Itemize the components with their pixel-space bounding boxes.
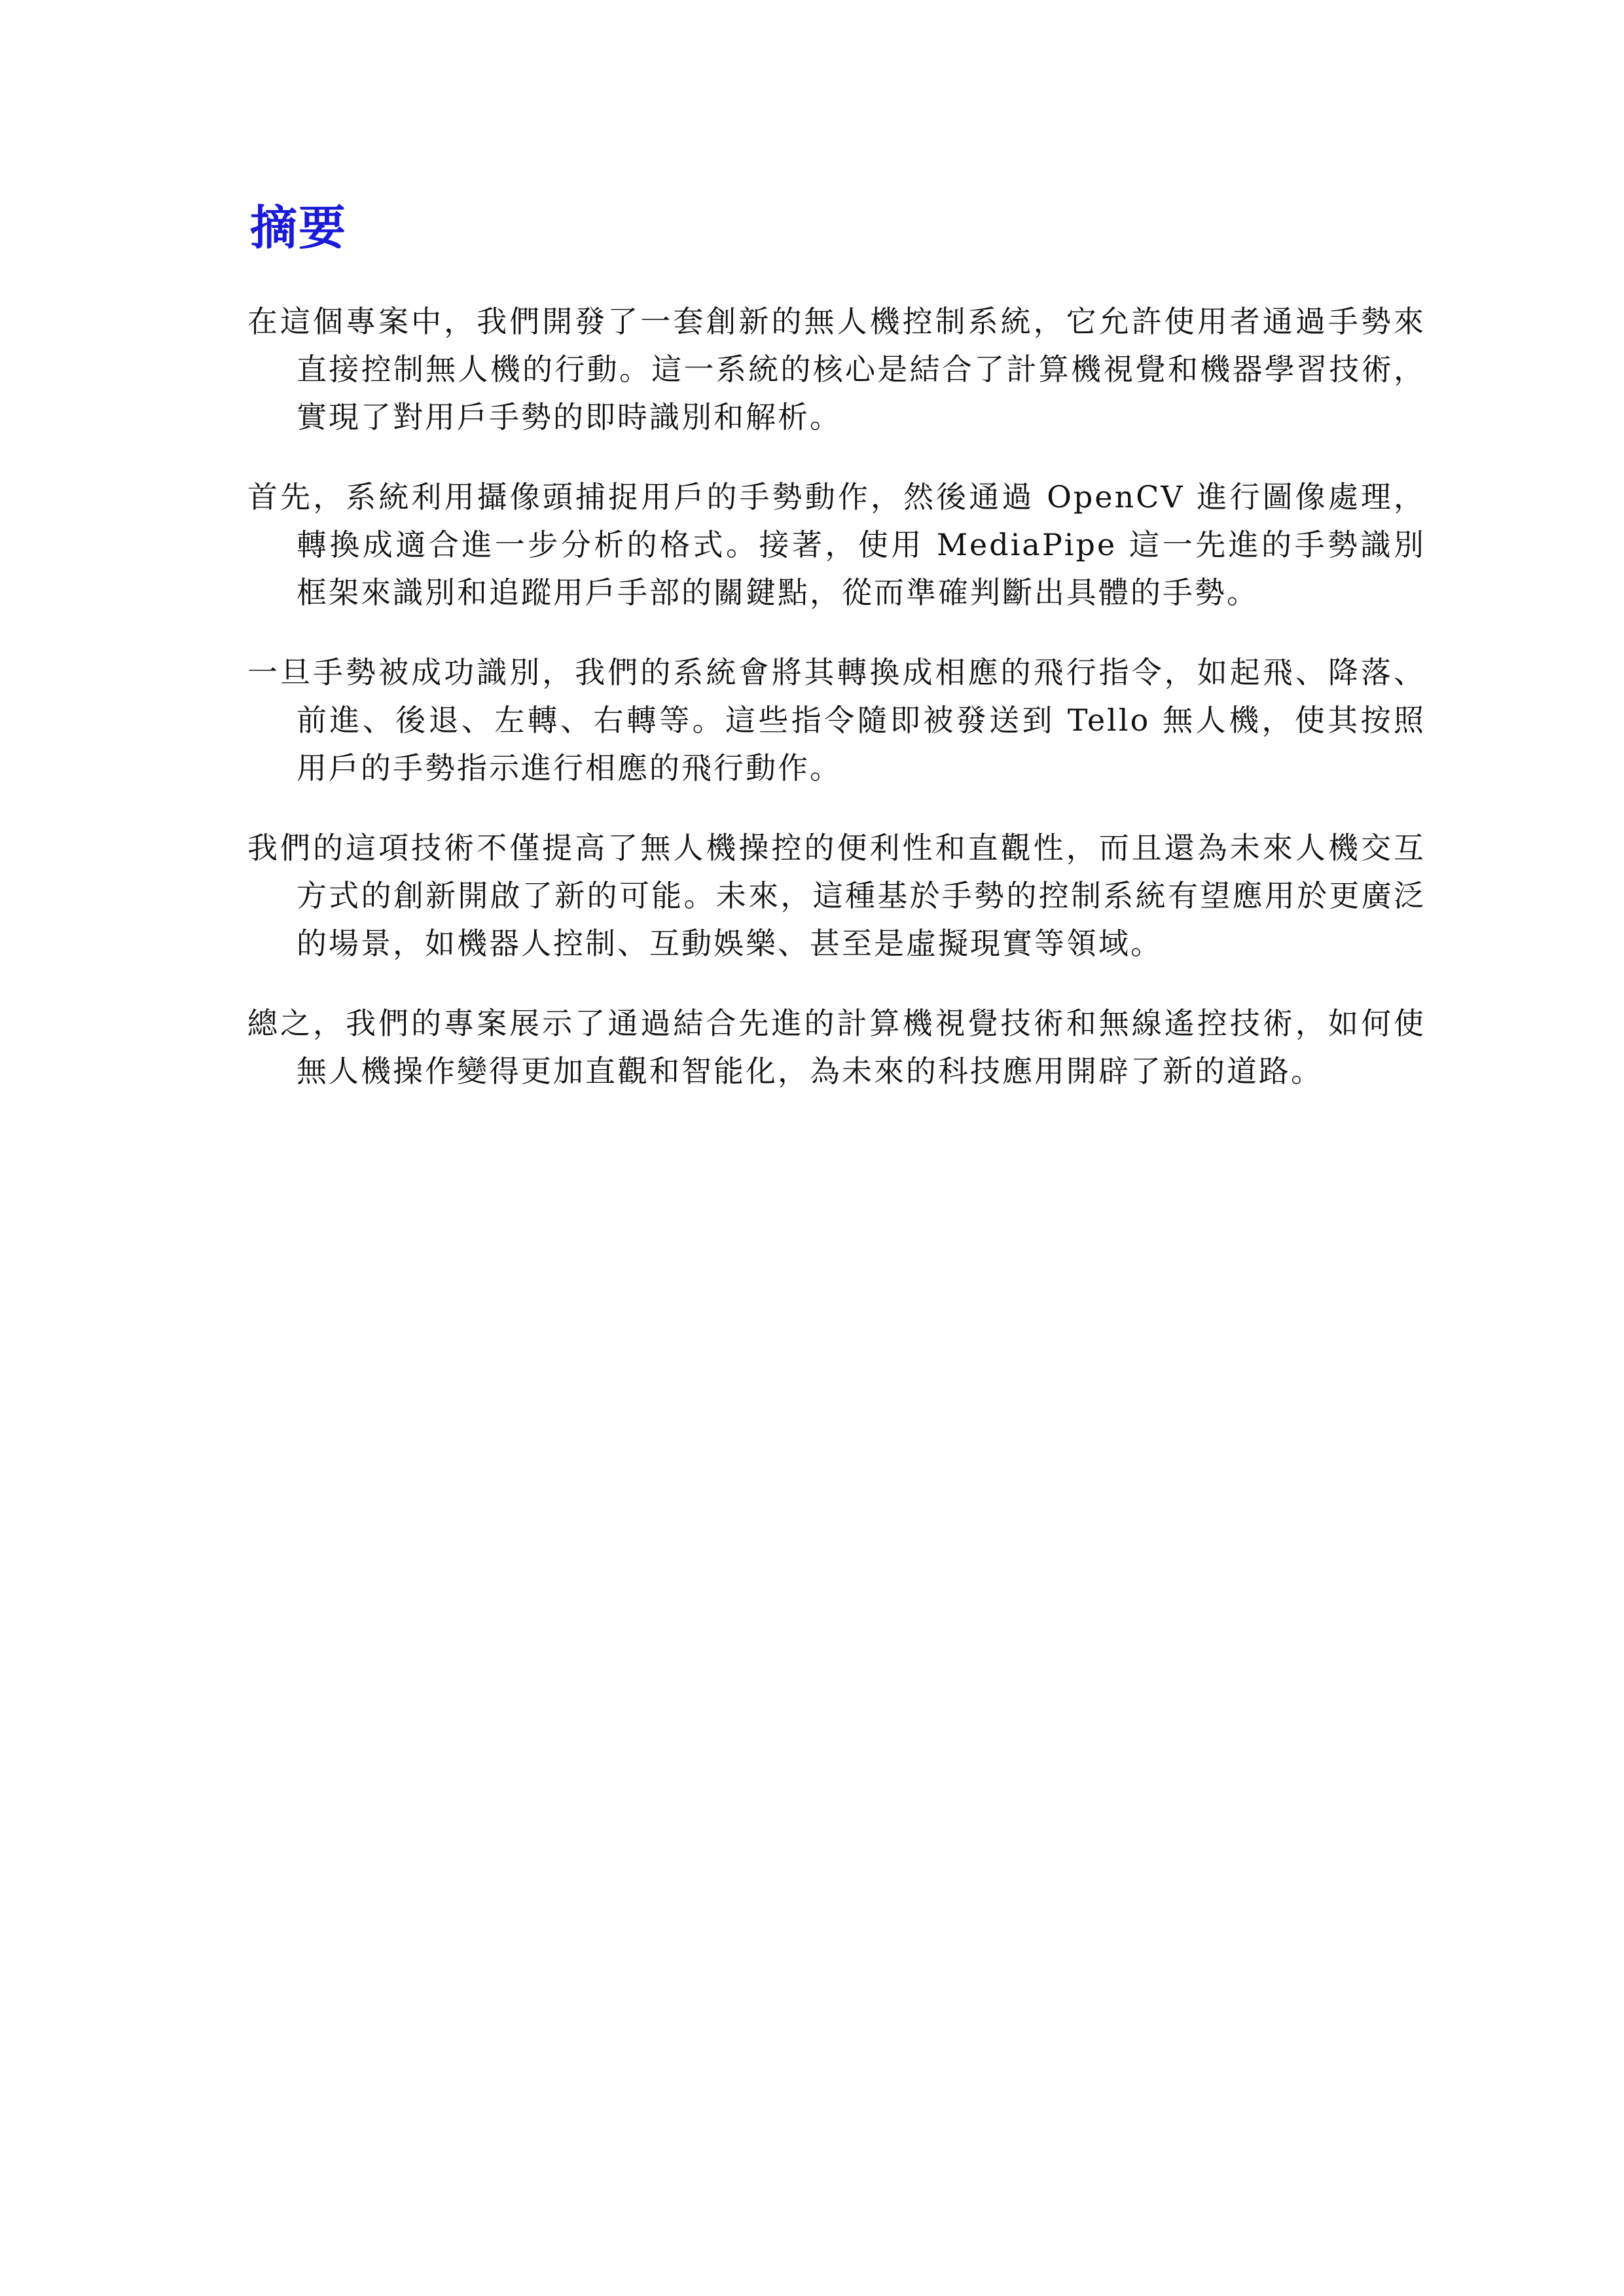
abstract-paragraph-4: 我們的這項技術不僅提高了無人機操控的便利性和直觀性，而且還為未來人機交互方式的創新開啟了新的可能。未來，這種基於手勢的控制系統有望應用於更廣泛的場景，如機器人控制、互動娛樂、甚至是虛擬現實等領域。 xyxy=(247,830,1426,961)
abstract-paragraph-3: 一旦手勢被成功識別，我們的系統會將其轉換成相應的飛行指令，如起飛、降落、前進、後退、左轉、右轉等。這些指令隨即被發送到 Tello 無人機，使其按照用戶的手勢指示進行相應的飛行動作。 xyxy=(247,655,1426,786)
abstract-paragraph-2: 首先，系統利用攝像頭捕捉用戶的手勢動作，然後通過 OpenCV 進行圖像處理，轉換成適合進一步分析的格式。接著，使用 MediaPipe 這一先進的手勢識別框架來識別和追蹤用戶手部的關鍵點，從而準確判斷出具體的手勢。 xyxy=(247,479,1426,610)
abstract-title: 摘要 xyxy=(250,200,348,255)
abstract-body xyxy=(247,298,1426,1127)
abstract-paragraph-1: 在這個專案中，我們開發了一套創新的無人機控制系統，它允許使用者通過手勢來直接控制無人機的行動。這一系統的核心是結合了計算機視覺和機器學習技術，實現了對用戶手勢的即時識別和解析。 xyxy=(247,304,1426,435)
abstract-paragraph-5: 總之，我們的專案展示了通過結合先進的計算機視覺技術和無線遙控技術，如何使無人機操作變得更加直觀和智能化，為未來的科技應用開辟了新的道路。 xyxy=(247,1006,1426,1089)
